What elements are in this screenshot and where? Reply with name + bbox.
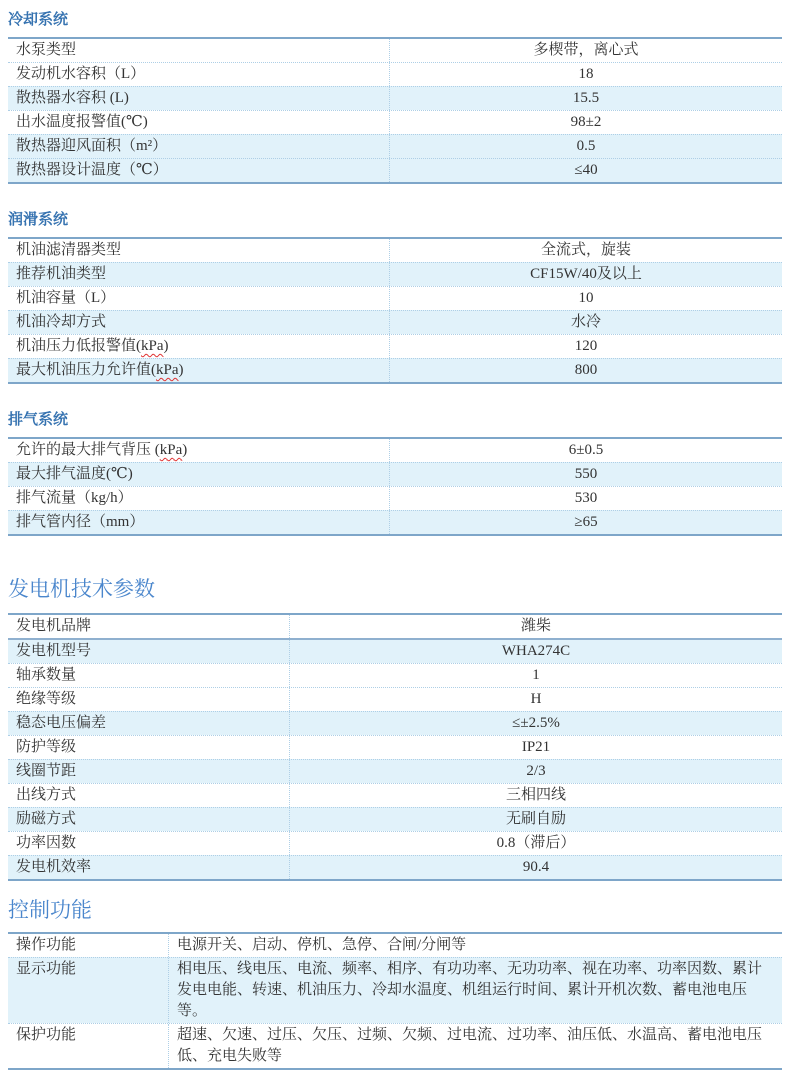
row-value: 相电压、线电压、电流、频率、相序、有功功率、无功功率、视在功率、功率因数、累计发电电能、转速、机油压力、冷却水温度、机组运行时间、累计开机次数、蓄电池电压等。 <box>177 961 763 1019</box>
row-value: 98±2 <box>570 114 602 130</box>
row-label: 功率因数 <box>8 832 290 855</box>
row-value: 800 <box>574 362 598 378</box>
row-label: 防护等级 <box>8 736 290 759</box>
row-label: 绝缘等级 <box>8 688 290 711</box>
row-label: 允许的最大排气背压 (kPa) <box>8 439 390 462</box>
table-row <box>8 110 782 134</box>
table-row <box>8 262 782 286</box>
table-row <box>8 439 782 462</box>
row-label: 保护功能 <box>8 1024 169 1068</box>
section-heading-control: 控制功能 <box>8 898 92 922</box>
section-lubrication <box>8 210 782 384</box>
table-row <box>8 663 782 687</box>
section-exhaust <box>8 410 782 536</box>
spellcheck-squiggle: kPa <box>156 362 179 378</box>
table-row <box>8 134 782 158</box>
row-value: 15.5 <box>572 90 600 106</box>
table-row <box>8 158 782 182</box>
row-label: 机油容量（L） <box>8 287 390 310</box>
row-value: 超速、欠速、过压、欠压、过频、欠频、过电流、过功率、油压低、水温高、蓄电池电压低、充电失败等 <box>177 1027 763 1064</box>
row-label: 机油冷却方式 <box>8 311 390 334</box>
section-heading-cooling: 冷却系统 <box>8 12 69 28</box>
row-label: 推荐机油类型 <box>8 263 390 286</box>
row-label: 稳态电压偏差 <box>8 712 290 735</box>
row-value: CF15W/40及以上 <box>530 266 642 282</box>
table-row <box>8 310 782 334</box>
row-value: ≤±2.5% <box>512 715 560 731</box>
row-value: 0.8（滞后） <box>496 835 576 851</box>
table-row <box>8 462 782 486</box>
row-value: 90.4 <box>522 859 550 875</box>
section-heading-lubrication: 润滑系统 <box>8 212 69 228</box>
row-label: 发电机型号 <box>8 640 290 663</box>
row-label: 显示功能 <box>8 958 169 1023</box>
row-value: 2/3 <box>526 763 546 779</box>
row-label: 线圈节距 <box>8 760 290 783</box>
row-value: WHA274C <box>501 643 571 659</box>
row-value: ≥65 <box>574 514 598 530</box>
row-value: 1 <box>532 667 540 683</box>
row-label: 轴承数量 <box>8 664 290 687</box>
row-label: 机油滤清器类型 <box>8 239 390 262</box>
row-label: 排气流量（kg/h） <box>8 487 390 510</box>
table-row <box>8 358 782 382</box>
row-label: 水泵类型 <box>8 39 390 62</box>
row-label: 最大机油压力允许值(kPa) <box>8 359 390 382</box>
table-row <box>8 831 782 855</box>
row-label: 机油压力低报警值(kPa) <box>8 335 390 358</box>
cooling-table <box>8 37 782 184</box>
row-label: 发电机品牌 <box>8 615 290 638</box>
row-value: ≤40 <box>574 162 598 178</box>
generator-table <box>8 613 782 881</box>
row-value: 潍柴 <box>520 618 551 634</box>
table-row <box>8 510 782 534</box>
section-heading-generator: 发电机技术参数 <box>8 577 155 601</box>
table-row <box>8 783 782 807</box>
row-value: 多楔带，离心式 <box>533 42 639 58</box>
table-row <box>8 735 782 759</box>
table-row <box>8 711 782 735</box>
table-row <box>8 39 782 62</box>
table-row <box>8 934 782 957</box>
spellcheck-squiggle: kPa <box>141 338 164 354</box>
section-control <box>8 897 782 1070</box>
table-row <box>8 334 782 358</box>
table-row <box>8 759 782 783</box>
table-row <box>8 615 782 638</box>
row-value: 120 <box>574 338 598 354</box>
row-value: 三相四线 <box>505 787 566 803</box>
row-value: 530 <box>574 490 598 506</box>
row-label: 操作功能 <box>8 934 169 957</box>
table-row <box>8 687 782 711</box>
row-value: 18 <box>578 66 594 82</box>
row-label: 散热器迎风面积（m²） <box>8 135 390 158</box>
section-generator <box>8 576 782 881</box>
sections <box>8 10 782 1070</box>
row-label: 发电机效率 <box>8 856 290 879</box>
row-label: 最大排气温度(℃) <box>8 463 390 486</box>
row-value: 电源开关、启动、停机、急停、合闸/分闸等 <box>177 937 467 953</box>
row-label: 出线方式 <box>8 784 290 807</box>
exhaust-table <box>8 437 782 536</box>
table-row <box>8 286 782 310</box>
row-label: 发动机水容积（L） <box>8 63 390 86</box>
table-row <box>8 1023 782 1068</box>
row-label: 出水温度报警值(℃) <box>8 111 390 134</box>
control-table <box>8 932 782 1070</box>
table-row <box>8 86 782 110</box>
row-value: 6±0.5 <box>568 442 604 458</box>
row-value: 全流式，旋装 <box>540 242 631 258</box>
spellcheck-squiggle: kPa <box>159 442 183 458</box>
row-label: 励磁方式 <box>8 808 290 831</box>
row-label: 散热器水容积 (L) <box>8 87 390 110</box>
row-value: 0.5 <box>576 138 596 154</box>
table-row <box>8 638 782 663</box>
row-value: IP21 <box>521 739 551 755</box>
lubrication-table <box>8 237 782 384</box>
row-value: 无刷自励 <box>505 811 566 827</box>
row-label: 散热器设计温度（℃） <box>8 159 390 182</box>
table-row <box>8 957 782 1023</box>
table-row <box>8 62 782 86</box>
table-row <box>8 239 782 262</box>
table-row <box>8 807 782 831</box>
table-row <box>8 486 782 510</box>
section-heading-exhaust: 排气系统 <box>8 412 69 428</box>
row-value: H <box>530 691 542 707</box>
table-row <box>8 855 782 879</box>
section-cooling <box>8 10 782 184</box>
row-label: 排气管内径（mm） <box>8 511 390 534</box>
row-value: 550 <box>574 466 598 482</box>
row-value: 10 <box>578 290 594 306</box>
row-value: 水冷 <box>570 314 601 330</box>
